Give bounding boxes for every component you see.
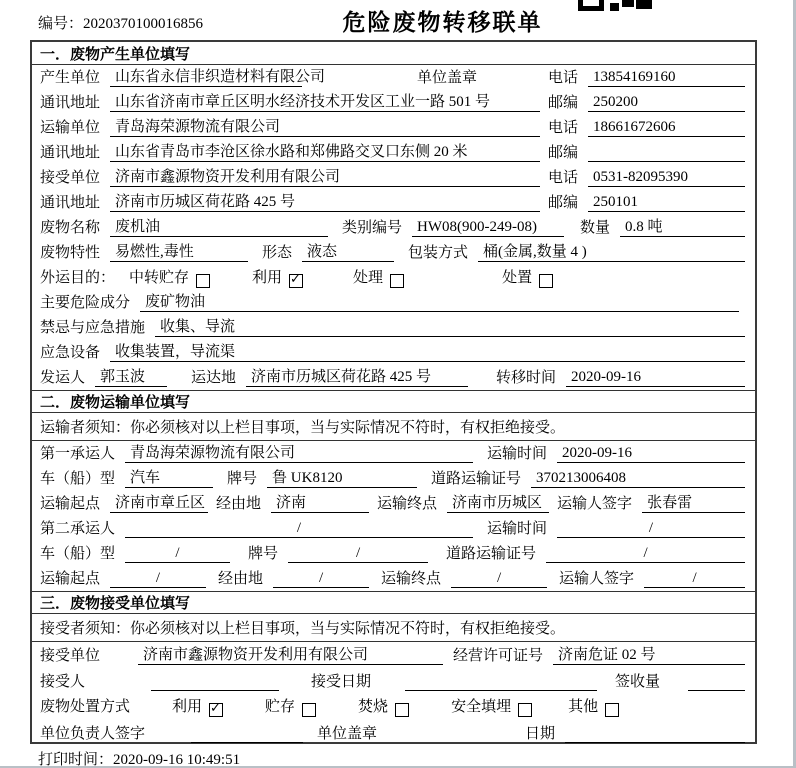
form-state-field: 液态 xyxy=(302,240,394,262)
date-field xyxy=(565,726,745,743)
zip2-label: 邮编 xyxy=(548,145,579,161)
vehicle1-label: 车（船）型 xyxy=(40,471,116,487)
purpose-treat-checkbox xyxy=(390,274,404,288)
received-qty-field xyxy=(688,674,745,691)
form-serial-number: 2020370100016856 xyxy=(83,16,204,32)
form-row-carrier2 xyxy=(32,516,755,541)
transfer-form-table xyxy=(30,40,757,744)
origin2-field: / xyxy=(110,570,206,588)
form-row-waste-name xyxy=(32,215,755,240)
qty-label: 数量 xyxy=(580,220,611,236)
zip3-label: 邮编 xyxy=(548,195,579,211)
category-field: HW08(900-249-08) xyxy=(412,219,564,237)
phone3-field: 0531-82095390 xyxy=(588,169,745,187)
time2-label: 运输时间 xyxy=(487,521,548,537)
received-qty-label: 签收量 xyxy=(615,674,661,690)
phone1-label: 电话 xyxy=(548,70,579,86)
print-time-value: 2020-09-16 10:49:51 xyxy=(113,752,241,768)
form-row-taboo xyxy=(32,315,755,340)
carrier2-field: / xyxy=(125,520,473,538)
accepter-field xyxy=(151,674,279,691)
character-field: 易燃性,毒性 xyxy=(110,240,248,262)
form-row-carrier1 xyxy=(32,441,755,466)
sign1-label: 运输人签字 xyxy=(557,496,633,512)
form-state-label: 形态 xyxy=(262,245,293,261)
equipment-field: 收集装置，导流渠 xyxy=(110,340,745,362)
form-row-receiver-address xyxy=(32,190,755,215)
date-label: 日期 xyxy=(525,726,556,742)
taboo-label: 禁忌与应急措施 xyxy=(40,320,146,336)
time1-field: 2020-09-16 xyxy=(557,445,745,463)
purpose-option-dispose-label: 处置 xyxy=(502,270,533,286)
disposal-option-incinerate-label: 焚烧 xyxy=(358,699,389,715)
purpose-label: 外运目的： xyxy=(40,270,116,286)
purpose-dispose-checkbox xyxy=(539,274,553,288)
form-row-route2 xyxy=(32,566,755,591)
addr1-label: 通讯地址 xyxy=(40,95,101,111)
print-time xyxy=(38,748,240,768)
accept-date-label: 接受日期 xyxy=(311,674,372,690)
form-row-receiver xyxy=(32,165,755,190)
form-row-hazard xyxy=(32,290,755,315)
transfer-time-field: 2020-09-16 xyxy=(566,369,745,387)
addr1-field: 山东省济南市章丘区明水经济技术开发区工业一路 501 号 xyxy=(110,90,540,112)
phone2-label: 电话 xyxy=(548,120,579,136)
via2-label: 经由地 xyxy=(218,571,264,587)
producer-field: 山东省永信非织造材料有限公司 xyxy=(110,65,302,87)
qr-code-fragment xyxy=(578,0,652,11)
addr3-label: 通讯地址 xyxy=(40,195,101,211)
vehicle1-field: 汽车 xyxy=(125,466,213,488)
disposal-incinerate-checkbox xyxy=(395,703,409,717)
section-1-title: 一．废物产生单位填写 xyxy=(32,42,755,65)
form-row-accept-unit xyxy=(32,642,755,668)
accept-unit-label: 接受单位 xyxy=(40,648,101,664)
transporter-field: 青岛海荣源物流有限公司 xyxy=(110,115,540,137)
dest-field: 济南市历城区荷花路 425 号 xyxy=(246,365,468,387)
plate1-field: 鲁 UK8120 xyxy=(267,466,417,488)
receiver-notice: 接受者须知：你必须核对以上栏目事项，当与实际情况不符时，有权拒绝接受。 xyxy=(32,614,755,642)
time2-field: / xyxy=(557,520,745,538)
carrier1-label: 第一承运人 xyxy=(40,446,116,462)
category-label: 类别编号 xyxy=(342,220,403,236)
road-cert1-label: 道路运输证号 xyxy=(431,471,522,487)
addr2-field: 山东省青岛市李沧区徐水路和郑佛路交叉口东侧 20 米 xyxy=(110,140,540,162)
disposal-option-landfill-label: 安全填埋 xyxy=(451,699,512,715)
form-title: 危险废物转移联单 xyxy=(342,9,543,35)
section-3-title: 三．废物接受单位填写 xyxy=(32,591,755,614)
plate1-label: 牌号 xyxy=(227,471,258,487)
transfer-time-label: 转移时间 xyxy=(496,370,557,386)
sign2-label: 运输人签字 xyxy=(559,571,635,587)
form-row-vehicle1 xyxy=(32,466,755,491)
form-row-producer xyxy=(32,65,755,90)
vehicle2-field: / xyxy=(125,545,230,563)
form-row-purpose xyxy=(32,265,755,290)
disposal-label: 废物处置方式 xyxy=(40,699,131,715)
form-row-equipment xyxy=(32,340,755,365)
taboo-field: 收集、导流 xyxy=(155,315,745,337)
form-row-route1 xyxy=(32,491,755,516)
form-row-shipper xyxy=(32,365,755,390)
zip2-field xyxy=(588,145,745,162)
carrier1-field: 青岛海荣源物流有限公司 xyxy=(125,441,473,463)
hazard-label: 主要危险成分 xyxy=(40,295,131,311)
form-serial-label: 编号： xyxy=(38,16,84,32)
responsible-sign-label: 单位负责人签字 xyxy=(40,726,146,742)
character-label: 废物特性 xyxy=(40,245,101,261)
sign2-field: / xyxy=(644,570,745,588)
end1-field: 济南市历城区 xyxy=(447,491,549,513)
packing-field: 桶(金属,数量 4 ) xyxy=(478,240,745,262)
disposal-other-checkbox xyxy=(605,703,619,717)
addr2-label: 通讯地址 xyxy=(40,145,101,161)
end2-field: / xyxy=(451,570,547,588)
dest-label: 运达地 xyxy=(191,370,237,386)
road-cert1-field: 370213006408 xyxy=(531,470,745,488)
form-row-producer-address xyxy=(32,90,755,115)
via1-label: 经由地 xyxy=(216,496,262,512)
unit-seal-label: 单位盖章 xyxy=(417,70,478,86)
phone2-field: 18661672606 xyxy=(588,119,745,137)
purpose-utilize-checkbox xyxy=(289,274,303,288)
plate2-field: / xyxy=(288,545,428,563)
zip1-label: 邮编 xyxy=(548,95,579,111)
responsible-sign-field xyxy=(191,726,303,743)
section-2-title: 二．废物运输单位填写 xyxy=(32,390,755,413)
waste-name-label: 废物名称 xyxy=(40,220,101,236)
equipment-label: 应急设备 xyxy=(40,345,101,361)
purpose-option-utilize-label: 利用 xyxy=(252,270,283,286)
producer-label: 产生单位 xyxy=(40,70,101,86)
transporter-label: 运输单位 xyxy=(40,120,101,136)
form-row-accepter xyxy=(32,668,755,694)
zip1-field: 250200 xyxy=(588,94,745,112)
purpose-option-transfer-storage-label: 中转贮存 xyxy=(129,270,190,286)
zip3-field: 250101 xyxy=(588,194,745,212)
disposal-option-other-label: 其他 xyxy=(568,699,599,715)
phone1-field: 13854169160 xyxy=(588,69,745,87)
license-label: 经营许可证号 xyxy=(453,648,544,664)
waste-name-field: 废机油 xyxy=(110,215,328,237)
via1-field: 济南 xyxy=(271,491,369,513)
sign1-field: 张春雷 xyxy=(642,491,745,513)
packing-label: 包装方式 xyxy=(408,245,469,261)
disposal-utilize-checkbox xyxy=(209,703,223,717)
license-field: 济南危证 02 号 xyxy=(553,643,745,665)
receiver-field: 济南市鑫源物资开发利用有限公司 xyxy=(110,165,540,187)
qty-field: 0.8 吨 xyxy=(620,215,745,237)
accept-date-field xyxy=(405,674,597,691)
hazard-field: 废矿物油 xyxy=(140,290,739,312)
form-row-responsible-sign xyxy=(32,719,755,746)
transporter-notice: 运输者须知：你必须核对以上栏目事项，当与实际情况不符时，有权拒绝接受。 xyxy=(32,413,755,441)
road-cert2-label: 道路运输证号 xyxy=(446,546,537,562)
form-row-waste-character xyxy=(32,240,755,265)
purpose-transfer-storage-checkbox xyxy=(196,274,210,288)
receiver-label: 接受单位 xyxy=(40,170,101,186)
form-row-disposal xyxy=(32,694,755,719)
origin1-field: 济南市章丘区 xyxy=(110,491,208,513)
addr3-field: 济南市历城区荷花路 425 号 xyxy=(110,190,540,212)
end2-label: 运输终点 xyxy=(381,571,442,587)
disposal-option-storage-label: 贮存 xyxy=(265,699,296,715)
vehicle2-label: 车（船）型 xyxy=(40,546,116,562)
origin2-label: 运输起点 xyxy=(40,571,101,587)
disposal-landfill-checkbox xyxy=(518,703,532,717)
carrier2-label: 第二承运人 xyxy=(40,521,116,537)
accept-unit-field: 济南市鑫源物资开发利用有限公司 xyxy=(138,643,443,665)
origin1-label: 运输起点 xyxy=(40,496,101,512)
disposal-storage-checkbox xyxy=(302,703,316,717)
time1-label: 运输时间 xyxy=(487,446,548,462)
print-time-label: 打印时间： xyxy=(38,752,114,768)
form-row-transporter-address xyxy=(32,140,755,165)
unit-seal2-label: 单位盖章 xyxy=(317,726,378,742)
road-cert2-field: / xyxy=(546,545,745,563)
accepter-label: 接受人 xyxy=(40,674,86,690)
via2-field: / xyxy=(273,570,369,588)
disposal-option-utilize-label: 利用 xyxy=(172,699,203,715)
purpose-option-treat-label: 处理 xyxy=(353,270,384,286)
shipper-label: 发运人 xyxy=(40,370,86,386)
plate2-label: 牌号 xyxy=(248,546,279,562)
form-row-transporter xyxy=(32,115,755,140)
phone3-label: 电话 xyxy=(548,170,579,186)
end1-label: 运输终点 xyxy=(377,496,438,512)
shipper-field: 郭玉波 xyxy=(95,365,167,387)
form-row-vehicle2 xyxy=(32,541,755,566)
